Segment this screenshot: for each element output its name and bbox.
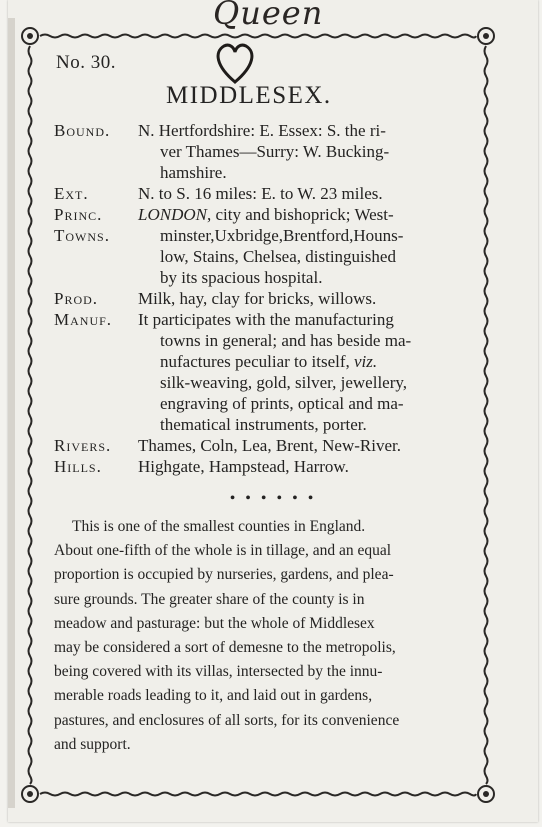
description-line: pastures, and enclosures of all sorts, for its convenience [54, 711, 400, 729]
fact-text-line: Thames, Coln, Lea, Brent, New-River. [138, 436, 401, 455]
fact-label: Rivers. [54, 436, 112, 455]
description-line: This is one of the smallest counties in England. [72, 518, 366, 535]
fact-row [54, 456, 494, 477]
description-line: being covered with its villas, intersected by the innu- [54, 663, 383, 681]
corner-ornament-tr [478, 28, 494, 44]
handwritten-note: Queen [213, 0, 324, 32]
fact-text [138, 183, 494, 204]
fact-text [138, 435, 494, 456]
county-title: MIDDLESEX. [166, 82, 332, 109]
description-line: About one-fifth of the whole is in tillage, and an equal [54, 542, 392, 560]
fact-label: Towns. [54, 226, 110, 245]
description-line: may be considered a sort of demesne to the metropolis, [54, 639, 396, 657]
fact-text-line: low, Stains, Chelsea, distinguished [160, 247, 396, 266]
description-line: meadow and pasturage: but the whole of Middlesex [54, 614, 375, 632]
fact-label: Hills. [54, 457, 102, 476]
heart-icon [212, 40, 258, 86]
fact-text-line: minster,Uxbridge,Brentford,Houns- [160, 226, 404, 245]
fact-text [138, 120, 494, 183]
fact-text-line: N. Hertfordshire: E. Essex: S. the ri- [138, 121, 386, 140]
fact-text-line: hamshire. [160, 163, 227, 182]
description-line: proportion is occupied by nurseries, gardens, and plea- [54, 566, 394, 584]
corner-ornament-bl [22, 786, 38, 802]
fact-row [54, 288, 494, 309]
fact-row [54, 204, 494, 225]
fact-row [54, 309, 494, 435]
fact-label: Manuf. [54, 310, 113, 329]
fact-label: Bound. [54, 121, 111, 140]
corner-ornament-tl [22, 28, 38, 44]
county-card [8, 0, 538, 822]
fact-row [54, 435, 494, 456]
fact-text-line: thematical instruments, porter. [160, 415, 367, 434]
fact-text-line: LONDON, city and bishoprick; West- [138, 205, 394, 224]
description-line: sure grounds. The greater share of the county is in [54, 590, 365, 608]
fact-label: Ext. [54, 184, 89, 203]
county-description [54, 515, 494, 757]
fact-text [138, 456, 494, 477]
fact-text-line: N. to S. 16 miles: E. to W. 23 miles. [138, 184, 383, 203]
fact-row [54, 120, 494, 183]
corner-ornament-br [478, 786, 494, 802]
fact-text-line: silk-weaving, gold, silver, jewellery, [160, 373, 408, 392]
fact-text [138, 288, 494, 309]
fact-text-line: It participates with the manufacturing [138, 310, 394, 329]
fact-row [54, 225, 494, 288]
fact-text [138, 204, 494, 225]
fact-label: Prod. [54, 289, 99, 308]
fact-label: Princ. [54, 205, 103, 224]
fact-text-line: ver Thames—Surry: W. Bucking- [160, 142, 390, 161]
fact-text-line: nufactures peculiar to itself, viz. [160, 352, 378, 371]
fact-text-line: towns in general; and has beside ma- [160, 331, 412, 350]
fact-text-line: engraving of prints, optical and ma- [160, 394, 404, 413]
fact-text-line: Highgate, Hampstead, Harrow. [138, 457, 349, 476]
fact-text [138, 309, 494, 435]
county-facts [54, 120, 494, 477]
fact-text-line: Milk, hay, clay for bricks, willows. [138, 289, 377, 308]
card-number: No. 30. [56, 52, 116, 73]
separator-dots: • • • • • • [229, 490, 317, 507]
fact-row [54, 183, 494, 204]
description-line: merable roads leading to it, and laid out in gardens, [54, 687, 373, 705]
fact-text [138, 225, 494, 288]
description-line: and support. [54, 735, 131, 753]
fact-text-line: by its spacious hospital. [160, 268, 323, 287]
